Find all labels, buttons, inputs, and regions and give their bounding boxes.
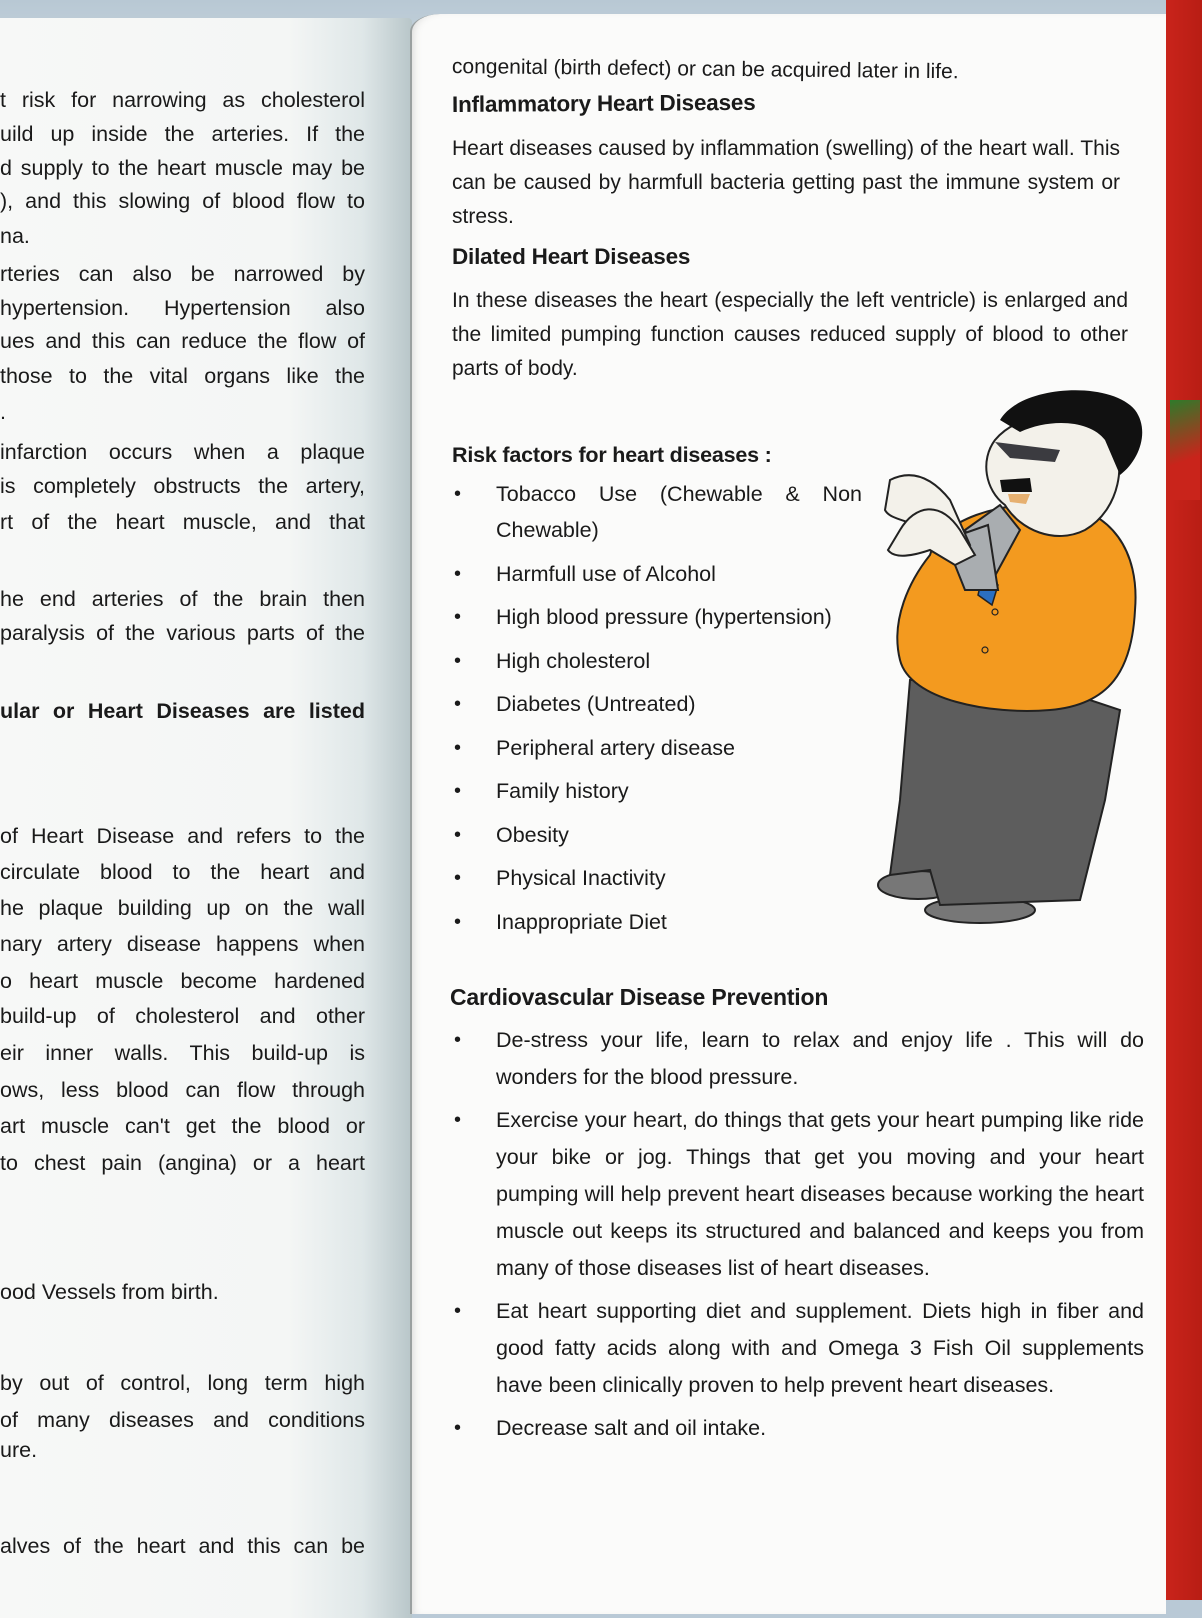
list-item: • Physical Inactivity [452,860,862,896]
cartoon-man-illustration [870,380,1150,930]
left-page-line: ), and this slowing of blood flow to [0,189,365,213]
left-page-line: art muscle can't get the blood or [0,1114,365,1138]
left-page-line: alves of the heart and this can be [0,1534,365,1558]
bullet-icon: • [454,1300,462,1322]
bullet-icon: • [454,1029,462,1051]
left-page-line: to chest pain (angina) or a heart [0,1151,365,1175]
list-item: • High blood pressure (hypertension) [452,599,862,635]
list-item: • Tobacco Use (Chewable & Non Chewable) [452,476,862,548]
left-page [0,18,412,1618]
inflammatory-body: Heart diseases caused by inflammation (swelling) of the heart wall. This can be caused by harmfull bacteria getting past the immune system or stress. [452,137,1120,228]
left-page-line: o heart muscle become hardened [0,969,365,993]
list-item: • De-stress your life, learn to relax and enjoy life . This will do wonders for the blood pressure. [452,1022,1144,1096]
bullet-icon: • [454,562,462,585]
bullet-icon: • [454,483,462,505]
left-page-line: of Heart Disease and refers to the [0,824,365,848]
bullet-icon: • [454,693,462,715]
left-page-line: t risk for narrowing as cholesterol [0,88,365,112]
risk-factors-list [452,476,862,947]
red-cover-edge [1166,0,1202,1600]
left-page-line: is completely obstructs the artery, [0,474,365,498]
left-page-line: circulate blood to the heart and [0,860,365,884]
list-item: • Eat heart supporting diet and supplement. Diets high in fiber and good fatty acids along with and Omega 3 Fish Oil supplements have been clinically proven to help prevent heart diseases. [452,1293,1144,1404]
left-page-line: ure. [0,1438,38,1462]
list-item: • High cholesterol [452,643,862,679]
left-page-line: rt of the heart muscle, and that [0,510,365,534]
left-page-line: paralysis of the various parts of the [0,621,365,645]
left-page-line: by out of control, long term high [0,1371,365,1395]
prevention-list [452,1022,1144,1453]
left-page-line: rteries can also be narrowed by [0,262,365,286]
left-page-line: build-up of cholesterol and other [0,1004,365,1028]
bullet-icon: • [454,910,462,933]
cover-accent [1170,400,1200,500]
list-item: • Diabetes (Untreated) [452,686,862,722]
risk-factors-heading: Risk factors for heart diseases : [452,443,772,467]
bullet-icon: • [454,649,462,672]
list-item: • Inappropriate Diet [452,904,862,940]
left-page-line: infarction occurs when a plaque [0,440,365,464]
list-item: • Exercise your heart, do things that gets your heart pumping like ride your bike or jog. Things that get you moving and your heart pumping will help prevent heart diseases because working the heart muscle out keeps its structured and balanced and keeps you from many of those diseases list of heart diseases. [452,1102,1144,1287]
bullet-icon: • [454,1417,462,1439]
bullet-icon: • [454,780,462,802]
left-page-line: ues and this can reduce the flow of [0,329,365,353]
mustache [1000,478,1032,492]
bullet-icon: • [454,823,462,846]
dilated-body: In these diseases the heart (especially the left ventricle) is enlarged and the limited pumping function causes reduced supply of blood to other parts of body. [452,289,1128,380]
left-page-line: ular or Heart Diseases are listed [0,699,365,723]
inflammatory-heading: Inflammatory Heart Diseases [451,89,756,117]
prevention-heading: Cardiovascular Disease Prevention [450,984,829,1010]
list-item: • Family history [452,773,862,809]
left-page-line: d supply to the heart muscle may be [0,156,365,180]
left-page-line: uild up inside the arteries. If the [0,122,365,146]
list-item: • Harmfull use of Alcohol [452,556,862,592]
left-page-line: hypertension. Hypertension also [0,296,365,320]
left-page-line: those to the vital organs like the [0,364,365,388]
dilated-heading: Dilated Heart Diseases [452,244,691,269]
bullet-icon: • [454,867,462,889]
left-page-line: ood Vessels from birth. [0,1280,219,1304]
left-page-line: na. [0,224,30,248]
list-item: • Decrease salt and oil intake. [452,1410,1144,1447]
trousers [890,680,1120,905]
left-page-line: ows, less blood can flow through [0,1078,365,1102]
left-page-line: he plaque building up on the wall [0,896,365,920]
bullet-icon: • [454,1109,462,1131]
bullet-icon: • [454,736,462,759]
list-item: • Obesity [452,817,862,853]
bullet-icon: • [454,606,462,628]
list-item: • Peripheral artery disease [452,730,862,766]
intro-continuation: congenital (birth defect) or can be acquired later in life. [451,55,959,84]
left-page-line: eir inner walls. This build-up is [0,1041,365,1065]
left-page-line: nary artery disease happens when [0,932,365,956]
left-page-line: he end arteries of the brain then [0,587,365,611]
left-page-line: of many diseases and conditions [0,1408,365,1432]
left-page-line: . [0,400,6,424]
